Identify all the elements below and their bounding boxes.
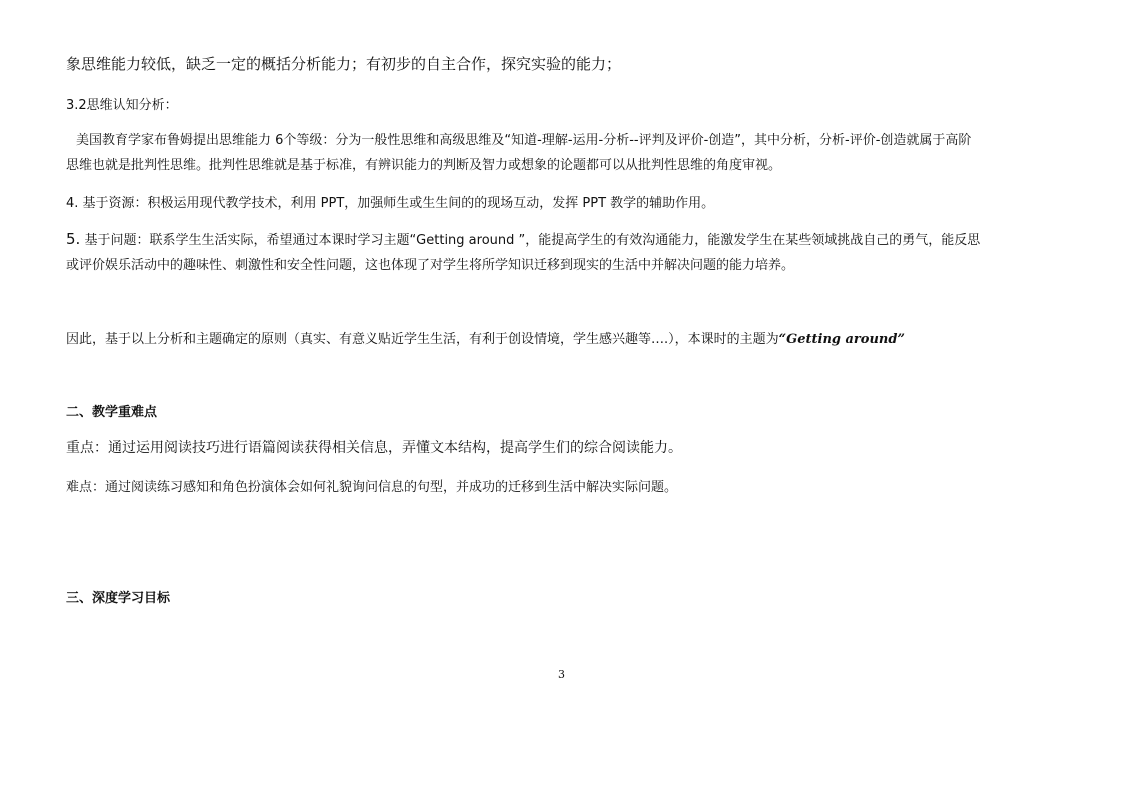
lesson-theme: “Getting around” — [778, 332, 905, 347]
difficult-point: 难点：通过阅读练习感知和角色扮演体会如何礼貌询问信息的句型，并成功的迁移到生活中解决实际问题。 — [66, 480, 678, 495]
paragraph-bloom-line-2: 思维也就是批判性思维。批判性思维就是基于标准，有辨识能力的判断及智力或想象的论题都可以从批判性思维的角度审视。 — [66, 158, 782, 173]
paragraph-line-1: 象思维能力较低，缺乏一定的概括分析能力；有初步的自主合作，探究实验的能力； — [66, 55, 622, 73]
paragraph-bloom-line-1: 美国教育学家布鲁姆提出思维能力 6个等级：分为一般性思维和高级思维及“知道-理解-运用-分析--评判及评价-创造”，其中分析，分析-评价-创造就属于高阶 — [76, 133, 972, 148]
heading-key-difficult-points: 二、教学重难点 — [66, 405, 158, 420]
paragraph-problem-text: 基于问题：联系学生生活实际，希望通过本课时学习主题“Getting around ”，能提高学生的有效沟通能力，能激发学生在某些领域挑战自己的勇气，能反思 — [80, 233, 981, 248]
paragraph-problem-line-2: 或评价娱乐活动中的趣味性、刺激性和安全性问题，这也体现了对学生将所学知识迁移到现实的生活中并解决问题的能力培养。 — [66, 258, 795, 273]
page-number: 3 — [558, 668, 565, 681]
key-point: 重点：通过运用阅读技巧进行语篇阅读获得相关信息，弄懂文本结构，提高学生们的综合阅读能力。 — [66, 440, 682, 456]
conclusion-text: 因此，基于以上分析和主题确定的原则（真实、有意义贴近学生生活，有利于创设情境，学生感兴趣等….），本课时的主题为 — [66, 332, 779, 347]
item-number: 5. — [66, 230, 81, 248]
paragraph-problem-line-1 — [66, 229, 1066, 248]
paragraph-resources: 4. 基于资源：积极运用现代教学技术，利用 PPT，加强师生或生生间的的现场互动，发挥 PPT 教学的辅助作用。 — [66, 196, 715, 211]
heading-deep-learning-goals: 三、深度学习目标 — [66, 591, 171, 606]
section-heading-3-2: 3.2思维认知分析： — [66, 98, 178, 113]
paragraph-conclusion — [66, 328, 1066, 347]
